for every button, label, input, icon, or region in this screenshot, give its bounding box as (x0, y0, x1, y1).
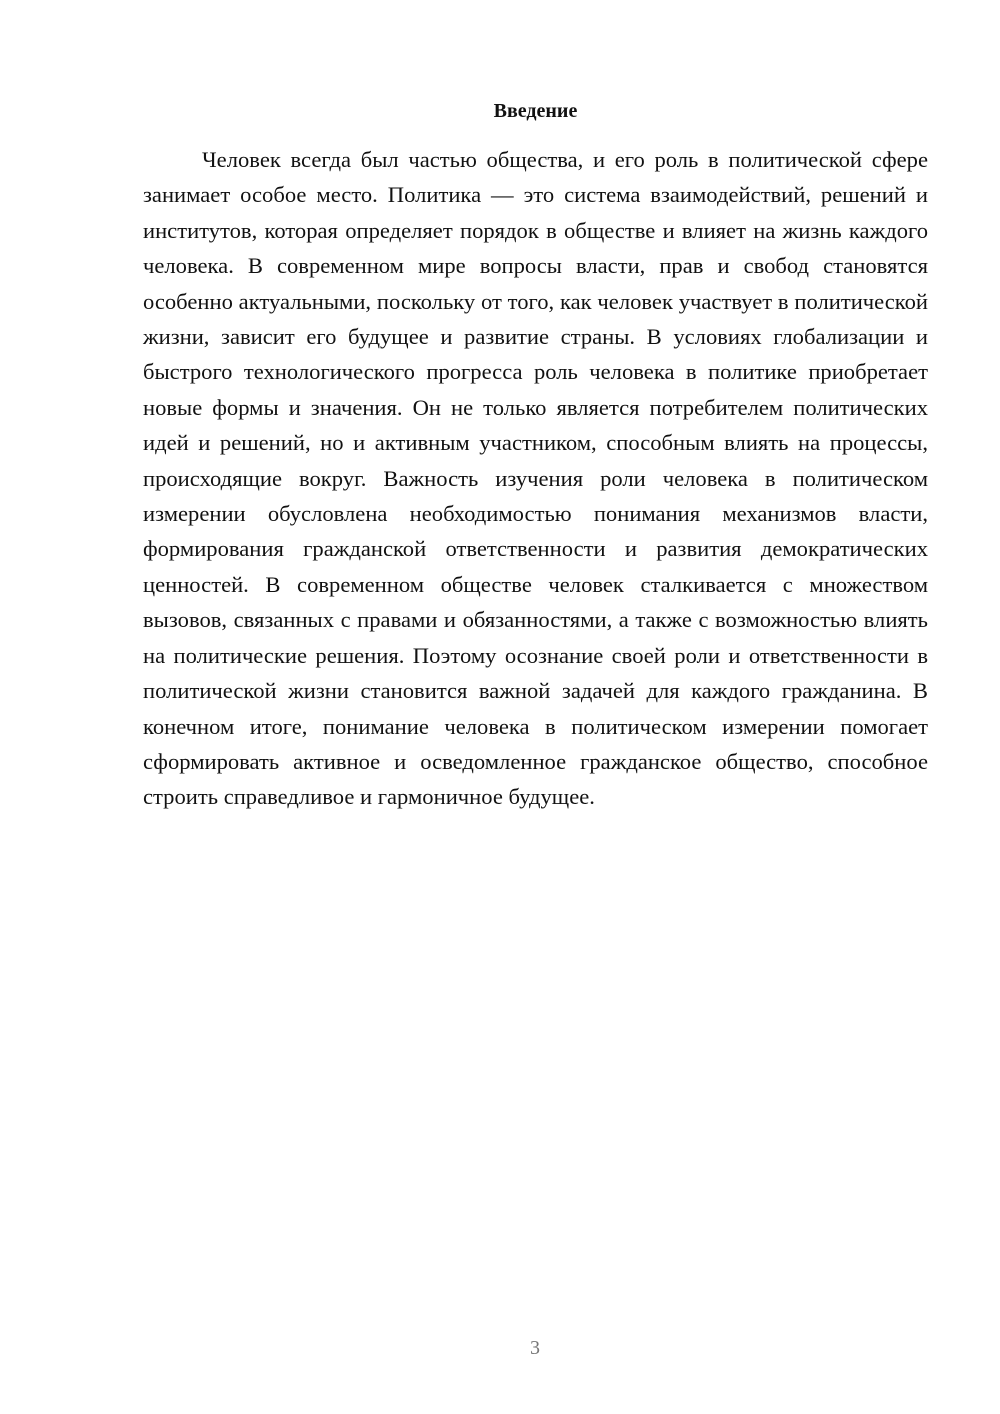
section-heading: Введение (493, 100, 578, 122)
body-paragraph: Человек всегда был частью общества, и его роль в политической сфере занимает особое место. Политика — это система взаимодействий, решений и институтов, которая определяет порядок в обществе и влияет на жизнь каждого человека. В современном мире вопросы власти, прав и свобод становятся особенно актуальными, поскольку от того, как человек участвует в политической жизни, зависит его будущее и развитие страны. В условиях глобализации и быстрого технологического прогресса роль человека в политике приобретает новые формы и значения. Он не только является потребителем политических идей и решений, но и активным участником, способным влиять на процессы, происходящие вокруг. Важность изучения роли человека в политическом измерении обусловлена необходимостью понимания механизмов власти, формирования гражданской ответственности и развития демократических ценностей. В современном обществе человек сталкивается с множеством вызовов, связанных с правами и обязанностями, а также с возможностью влиять на политические решения. Поэтому осознание своей роли и ответственности в политической жизни становится важной задачей для каждого гражданина. В конечном итоге, понимание человека в политическом измерении помогает сформировать активное и осведомленное гражданское общество, способное строить справедливое и гармоничное будущее. (143, 147, 928, 810)
page-number: 3 (530, 1337, 540, 1359)
